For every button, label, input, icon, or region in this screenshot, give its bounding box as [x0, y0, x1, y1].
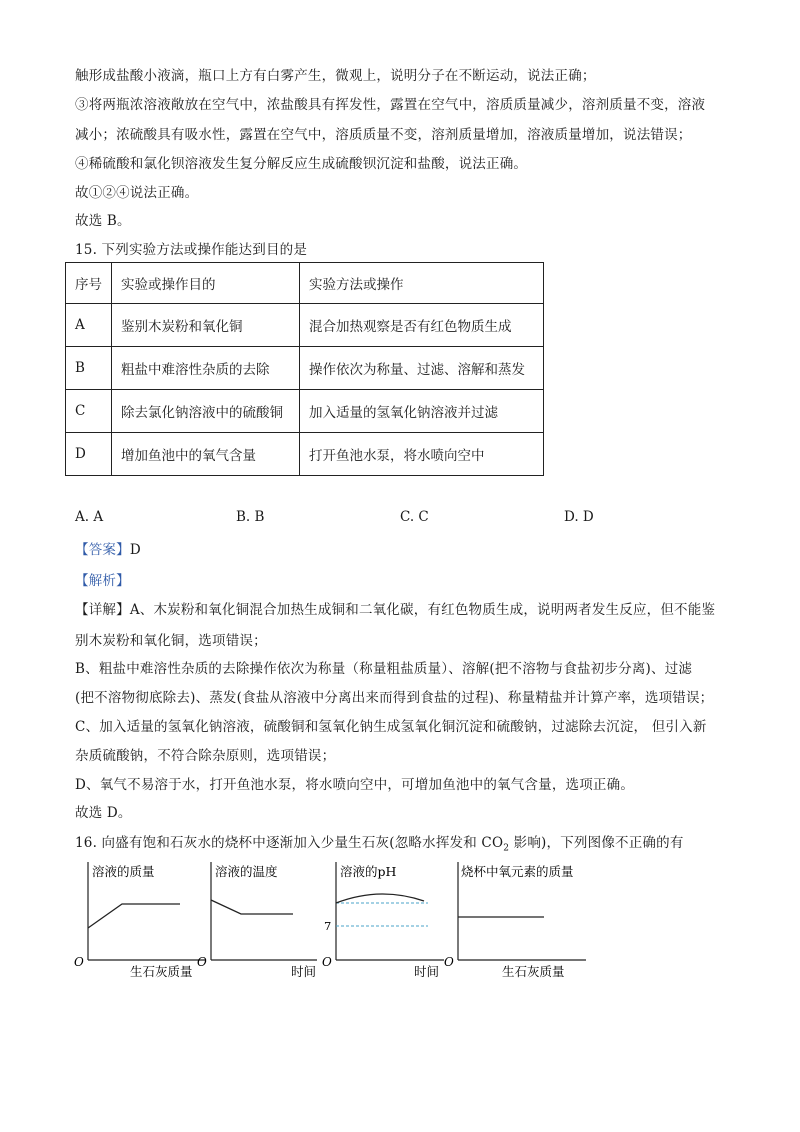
table-cell: 除去氯化钠溶液中的硫酸铜: [112, 390, 300, 433]
detail-tag: 【详解】: [75, 602, 130, 618]
table-cell: A: [66, 304, 112, 347]
table-cell: D: [66, 433, 112, 476]
para-line-1: 触形成盐酸小液滴，瓶口上方有白雾产生，微观上，说明分子在不断运动，说法正确；: [75, 68, 596, 84]
table-row: [66, 390, 544, 433]
explanation-text: A、木炭粉和氧化铜混合加热生成铜和二氧化碳，有红色物质生成，说明两者发生反应，但不能鉴: [129, 602, 716, 618]
graph-solution-mass: [70, 860, 210, 985]
table-cell: B: [66, 347, 112, 390]
para-line-6: 故选 B。: [75, 213, 131, 229]
analysis-tag: 【解析】: [75, 573, 130, 589]
explanation-line-1: [75, 600, 715, 620]
graph-origin: O: [197, 955, 207, 969]
graph-ylabel: 溶液的pH: [340, 864, 397, 879]
answer-line: [75, 540, 141, 560]
explanation-line-5: C、加入适量的氢氧化钠溶液，硫酸铜和氢氧化钠生成氢氧化铜沉淀和硫酸钠，过滤除去沉淀， 但引入新: [75, 719, 707, 735]
para-line-5: 故①②④说法正确。: [75, 185, 199, 201]
graph-xlabel: 时间: [291, 964, 317, 979]
explanation-line-4: (把不溶物彻底除去)、蒸发(食盐从溶液中分离出来而得到食盐的过程)、称量精盐并计算产率，选项错误；: [75, 690, 714, 706]
table-cell: 混合加热观察是否有红色物质生成: [300, 304, 544, 347]
option-a: A. A: [75, 509, 104, 525]
graph-origin: O: [322, 955, 332, 969]
para-line-2: ③将两瓶浓溶液敞放在空气中，浓盐酸具有挥发性，露置在空气中，溶质质量减少，溶剂质量不变，溶液: [75, 97, 706, 113]
explanation-line-2: 别木炭粉和氧化铜，选项错误；: [75, 633, 267, 649]
q16-stem-prefix: 16. 向盛有饱和石灰水的烧杯中逐渐加入少量生石灰(忽略水挥发和 CO: [75, 835, 504, 851]
table-cell: 操作依次为称量、过滤、溶解和蒸发: [300, 347, 544, 390]
q16-stem-suffix: 影响)，下列图像不正确的有: [509, 835, 684, 851]
graph-ylabel: 溶液的温度: [215, 864, 278, 879]
graph-origin: O: [444, 955, 454, 969]
graph-xlabel: 生石灰质量: [130, 964, 193, 979]
table-header-cell: 实验或操作目的: [112, 263, 300, 304]
table-cell: C: [66, 390, 112, 433]
explanation-line-8: 故选 D。: [75, 805, 132, 821]
q16-stem-subscript: 2: [503, 843, 510, 854]
table-row: [66, 304, 544, 347]
explanation-line-7: D、氧气不易溶于水，打开鱼池水泵，将水喷向空中，可增加鱼池中的氧气含量，选项正确。: [75, 777, 635, 793]
graph-solution-temperature: [193, 860, 323, 985]
para-line-4: ④稀硫酸和氯化钡溶液发生复分解反应生成硫酸钡沉淀和盐酸，说法正确。: [75, 156, 528, 172]
q15-stem: 15. 下列实验方法或操作能达到目的是: [75, 242, 308, 258]
table-row: [66, 347, 544, 390]
option-c: C. C: [400, 509, 429, 525]
table-cell: 鉴别木炭粉和氧化铜: [112, 304, 300, 347]
table-cell: 增加鱼池中的氧气含量: [112, 433, 300, 476]
para-line-3: 减小；浓硫酸具有吸水性，露置在空气中，溶质质量不变，溶剂质量增加，溶液质量增加，说法错误；: [75, 127, 692, 143]
option-d: D. D: [564, 509, 594, 525]
option-b: B. B: [236, 509, 265, 525]
answer-tag: 【答案】: [75, 542, 130, 558]
table-header-row: [66, 263, 544, 304]
graph-tick-7: 7: [324, 919, 332, 933]
graph-oxygen-mass: [442, 860, 592, 985]
explanation-line-3: B、粗盐中难溶性杂质的去除操作依次为称量（称量粗盐质量）、溶解(把不溶物与食盐初步分离)、过滤: [75, 661, 693, 677]
q16-stem: [75, 833, 684, 859]
answer-value: D: [129, 542, 141, 558]
table-header-cell: 序号: [66, 263, 112, 304]
q15-table: [65, 262, 544, 476]
table-row: [66, 433, 544, 476]
graph-ylabel: 烧杯中氧元素的质量: [461, 864, 574, 879]
explanation-line-6: 杂质硫酸钠，不符合除杂原则，选项错误；: [75, 748, 336, 764]
table-cell: 打开鱼池水泵，将水喷向空中: [300, 433, 544, 476]
table-cell: 加入适量的氢氧化钠溶液并过滤: [300, 390, 544, 433]
graph-xlabel: 生石灰质量: [502, 964, 565, 979]
graph-xlabel: 时间: [414, 964, 440, 979]
graph-solution-ph: [318, 860, 448, 985]
graph-ylabel: 溶液的质量: [92, 864, 155, 879]
table-header-cell: 实验方法或操作: [300, 263, 544, 304]
table-cell: 粗盐中难溶性杂质的去除: [112, 347, 300, 390]
graph-origin: O: [74, 955, 84, 969]
